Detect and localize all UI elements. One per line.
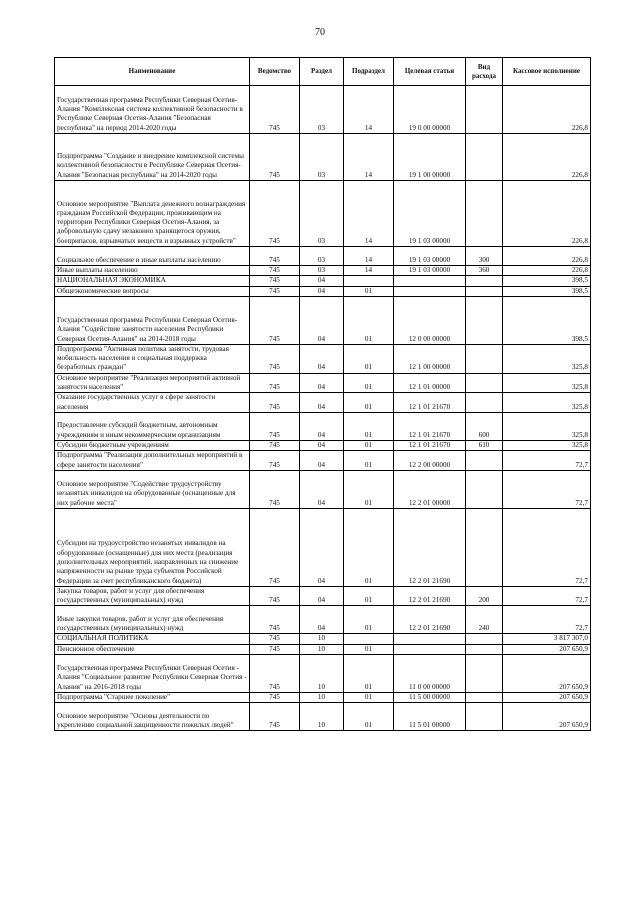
table-row [55, 644, 591, 654]
table-row [55, 373, 591, 393]
row-cash-execution: 72,7 [503, 451, 591, 471]
row-subsection: 01 [344, 296, 394, 344]
header-target-article: Целевая статья [394, 58, 466, 86]
row-department: 745 [250, 134, 300, 181]
row-subsection: 01 [344, 644, 394, 654]
row-expense-type [466, 451, 503, 471]
table-row [55, 296, 591, 344]
row-section: 03 [300, 266, 344, 276]
row-target-article: 19 1 03 00000 [394, 247, 466, 266]
row-section: 03 [300, 134, 344, 181]
row-expense-type [466, 393, 503, 413]
page-number: 70 [315, 27, 325, 38]
row-target-article [394, 276, 466, 286]
row-subsection: 01 [344, 286, 394, 296]
row-cash-execution: 325,8 [503, 373, 591, 393]
row-department: 745 [250, 393, 300, 413]
row-section: 04 [300, 393, 344, 413]
row-name: СОЦИАЛЬНАЯ ПОЛИТИКА [55, 634, 250, 644]
row-name: Закупка товаров, работ и услуг для обеспечения государственных (муниципальных) нужд [55, 586, 250, 606]
row-cash-execution: 398,5 [503, 296, 591, 344]
row-department: 745 [250, 586, 300, 606]
table-row [55, 586, 591, 606]
row-cash-execution: 325,8 [503, 344, 591, 373]
row-target-article: 12 2 01 00000 [394, 470, 466, 508]
row-expense-type [466, 286, 503, 296]
row-expense-type: 360 [466, 266, 503, 276]
row-subsection [344, 276, 394, 286]
row-expense-type [466, 134, 503, 181]
row-section: 04 [300, 440, 344, 450]
row-cash-execution: 207 650,9 [503, 655, 591, 693]
row-section: 03 [300, 181, 344, 247]
row-name: НАЦИОНАЛЬНАЯ ЭКОНОМИКА [55, 276, 250, 286]
row-department: 745 [250, 703, 300, 731]
row-cash-execution: 72,7 [503, 470, 591, 508]
row-target-article: 11 5 01 00000 [394, 703, 466, 731]
row-subsection: 14 [344, 247, 394, 266]
row-name: Пенсионное обеспечение [55, 644, 250, 654]
row-name: Подпрограмма "Активная политика занятости, трудовая мобильность населения и социальная поддержка безработных граждан" [55, 344, 250, 373]
row-target-article: 12 2 00 00000 [394, 451, 466, 471]
row-target-article: 12 1 01 21670 [394, 393, 466, 413]
row-name: Общеэкономические вопросы [55, 286, 250, 296]
table-row [55, 247, 591, 266]
row-expense-type [466, 276, 503, 286]
row-section: 04 [300, 286, 344, 296]
row-name: Государственная программа Республики Северная Осетия-Алания "Комплексная система коллективной безопасности в Республике Северная Осетия-Алания "Безопасная республика" на период 2014-2020 годы [55, 86, 250, 134]
row-cash-execution: 207 650,9 [503, 693, 591, 703]
row-target-article: 11 5 00 00000 [394, 693, 466, 703]
row-section: 04 [300, 451, 344, 471]
table-row [55, 606, 591, 634]
row-name: Подпрограмма "Реализация дополнительных мероприятий в сфере занятости населения" [55, 451, 250, 471]
row-section: 03 [300, 247, 344, 266]
row-subsection: 01 [344, 655, 394, 693]
row-department: 745 [250, 276, 300, 286]
row-expense-type [466, 634, 503, 644]
row-cash-execution: 72,7 [503, 606, 591, 634]
row-cash-execution: 398,5 [503, 286, 591, 296]
table-row [55, 634, 591, 644]
row-target-article: 12 1 01 00000 [394, 373, 466, 393]
row-target-article: 19 1 03 00000 [394, 266, 466, 276]
row-cash-execution: 226,8 [503, 181, 591, 247]
row-name: Иные закупки товаров, работ и услуг для обеспечения государственных (муниципальных) нужд [55, 606, 250, 634]
row-section: 10 [300, 644, 344, 654]
header-expense-type: Вид расхода [466, 58, 503, 86]
row-section: 10 [300, 634, 344, 644]
row-expense-type: 610 [466, 440, 503, 450]
row-cash-execution: 72,7 [503, 508, 591, 586]
row-department: 745 [250, 247, 300, 266]
row-section: 04 [300, 296, 344, 344]
row-expense-type [466, 470, 503, 508]
header-department: Ведомство [250, 58, 300, 86]
table-row [55, 508, 591, 586]
table-row [55, 266, 591, 276]
row-subsection: 01 [344, 373, 394, 393]
table-row [55, 276, 591, 286]
row-expense-type: 600 [466, 412, 503, 440]
table-row [55, 393, 591, 413]
header-name: Наименование [55, 58, 250, 86]
row-expense-type [466, 373, 503, 393]
row-target-article [394, 644, 466, 654]
row-target-article: 12 1 01 21670 [394, 412, 466, 440]
row-subsection: 14 [344, 181, 394, 247]
row-subsection: 01 [344, 703, 394, 731]
row-name: Основное мероприятие "Выплата денежного вознаграждения гражданам Российской Федерации, проживающим на территории Республики Северная Осетия-Алания, за добровольную сдачу незаконно хранящегося оружия, боеприпасов, взрывчатых веществ и взрывных устройств" [55, 181, 250, 247]
row-name: Основное мероприятие "Основы деятельности по укреплению социальной защищенности пожилых людей" [55, 703, 250, 731]
row-section: 10 [300, 703, 344, 731]
row-expense-type [466, 655, 503, 693]
row-name: Иные выплаты населению [55, 266, 250, 276]
row-subsection: 14 [344, 266, 394, 276]
row-cash-execution: 325,8 [503, 412, 591, 440]
row-name: Государственная программа Республики Северная Осетия - Алания "Социальное развитие Республики Северная Осетия - Алания" на 2016-2018 годы [55, 655, 250, 693]
row-expense-type [466, 703, 503, 731]
row-cash-execution: 226,8 [503, 247, 591, 266]
row-section: 04 [300, 276, 344, 286]
row-cash-execution: 226,8 [503, 134, 591, 181]
row-department: 745 [250, 286, 300, 296]
row-department: 745 [250, 86, 300, 134]
row-subsection: 01 [344, 451, 394, 471]
row-expense-type [466, 181, 503, 247]
row-name: Оказание государственных услуг в сфере занятости населения [55, 393, 250, 413]
row-target-article: 12 1 01 21670 [394, 440, 466, 450]
row-subsection: 14 [344, 86, 394, 134]
table-row [55, 470, 591, 508]
row-target-article: 12 2 01 21690 [394, 586, 466, 606]
row-expense-type [466, 86, 503, 134]
row-target-article: 11 0 00 00000 [394, 655, 466, 693]
row-expense-type: 300 [466, 247, 503, 266]
row-subsection: 01 [344, 470, 394, 508]
row-department: 745 [250, 412, 300, 440]
row-cash-execution: 226,8 [503, 86, 591, 134]
row-target-article [394, 286, 466, 296]
row-cash-execution: 325,8 [503, 393, 591, 413]
row-target-article: 12 2 01 21690 [394, 606, 466, 634]
row-expense-type: 240 [466, 606, 503, 634]
table-row [55, 134, 591, 181]
table-row [55, 286, 591, 296]
row-subsection: 01 [344, 393, 394, 413]
row-department: 745 [250, 470, 300, 508]
row-department: 745 [250, 644, 300, 654]
row-section: 04 [300, 606, 344, 634]
row-section: 10 [300, 655, 344, 693]
row-subsection: 01 [344, 440, 394, 450]
table-row [55, 451, 591, 471]
row-section: 03 [300, 86, 344, 134]
header-cash-execution: Кассовое исполнение [503, 58, 591, 86]
row-name: Основное мероприятие "Реализация мероприятий активной занятости населения" [55, 373, 250, 393]
row-section: 10 [300, 693, 344, 703]
table-header-row [55, 58, 591, 86]
row-name: Подпрограмма "Создание и внедрение комплексной системы коллективной безопасности в Республике Северная Осетия-Алания "Безопасная республика" на 2014-2020 годы [55, 134, 250, 181]
row-name: Государственная программа Республики Северная Осетия-Алания "Содействие занятости населения Республики Северная Осетия-Алания" на 2014-2018 годы [55, 296, 250, 344]
row-cash-execution: 325,8 [503, 440, 591, 450]
table-row [55, 86, 591, 134]
row-section: 04 [300, 373, 344, 393]
table-row [55, 412, 591, 440]
table-row [55, 655, 591, 693]
row-department: 745 [250, 451, 300, 471]
table-row [55, 440, 591, 450]
row-section: 04 [300, 508, 344, 586]
row-expense-type [466, 344, 503, 373]
row-subsection: 01 [344, 508, 394, 586]
row-section: 04 [300, 586, 344, 606]
row-department: 745 [250, 373, 300, 393]
row-name: Основное мероприятие "Содействие трудоустройству незанятых инвалидов на оборудованные (оснащенные для них рабочие места" [55, 470, 250, 508]
row-cash-execution: 3 817 307,0 [503, 634, 591, 644]
row-target-article: 19 1 03 00000 [394, 181, 466, 247]
row-target-article: 19 1 00 00000 [394, 134, 466, 181]
row-target-article: 12 0 00 00000 [394, 296, 466, 344]
row-section: 04 [300, 412, 344, 440]
row-name: Субсидии бюджетным учреждениям [55, 440, 250, 450]
row-subsection: 01 [344, 693, 394, 703]
row-department: 745 [250, 344, 300, 373]
row-target-article [394, 634, 466, 644]
table-row [55, 703, 591, 731]
row-expense-type [466, 508, 503, 586]
row-section: 04 [300, 470, 344, 508]
row-name: Предоставление субсидий бюджетным, автономным учреждениям и иным некоммерческим организациям [55, 412, 250, 440]
row-section: 04 [300, 344, 344, 373]
row-subsection: 01 [344, 586, 394, 606]
row-subsection [344, 634, 394, 644]
row-department: 745 [250, 634, 300, 644]
table-row [55, 181, 591, 247]
row-department: 745 [250, 440, 300, 450]
budget-execution-table [54, 57, 591, 731]
row-expense-type: 200 [466, 586, 503, 606]
row-department: 745 [250, 508, 300, 586]
row-cash-execution: 207 650,9 [503, 703, 591, 731]
row-subsection: 01 [344, 344, 394, 373]
header-section: Раздел [300, 58, 344, 86]
row-name: Социальное обеспечение и иные выплаты населению [55, 247, 250, 266]
row-cash-execution: 226,8 [503, 266, 591, 276]
table-row [55, 344, 591, 373]
row-department: 745 [250, 693, 300, 703]
row-department: 745 [250, 296, 300, 344]
row-target-article: 12 2 01 21690 [394, 508, 466, 586]
table-row [55, 693, 591, 703]
row-department: 745 [250, 606, 300, 634]
row-expense-type [466, 296, 503, 344]
row-cash-execution: 207 650,9 [503, 644, 591, 654]
row-cash-execution: 398,5 [503, 276, 591, 286]
row-expense-type [466, 644, 503, 654]
row-target-article: 12 1 00 00000 [394, 344, 466, 373]
row-cash-execution: 72,7 [503, 586, 591, 606]
row-expense-type [466, 693, 503, 703]
row-department: 745 [250, 266, 300, 276]
row-department: 745 [250, 655, 300, 693]
row-name: Субсидии на трудоустройство незанятых инвалидов на оборудованные (оснащенные) для них места (реализация дополнительных мероприятий, направленных на снижение напряженности на рынке труда субъектов Российской Федерации за счет республиканского бюджета) [55, 508, 250, 586]
row-subsection: 01 [344, 606, 394, 634]
row-department: 745 [250, 181, 300, 247]
row-target-article: 19 0 00 00000 [394, 86, 466, 134]
row-subsection: 01 [344, 412, 394, 440]
row-subsection: 14 [344, 134, 394, 181]
header-subsection: Подраздел [344, 58, 394, 86]
row-name: Подпрограмма "Старшее поколение" [55, 693, 250, 703]
